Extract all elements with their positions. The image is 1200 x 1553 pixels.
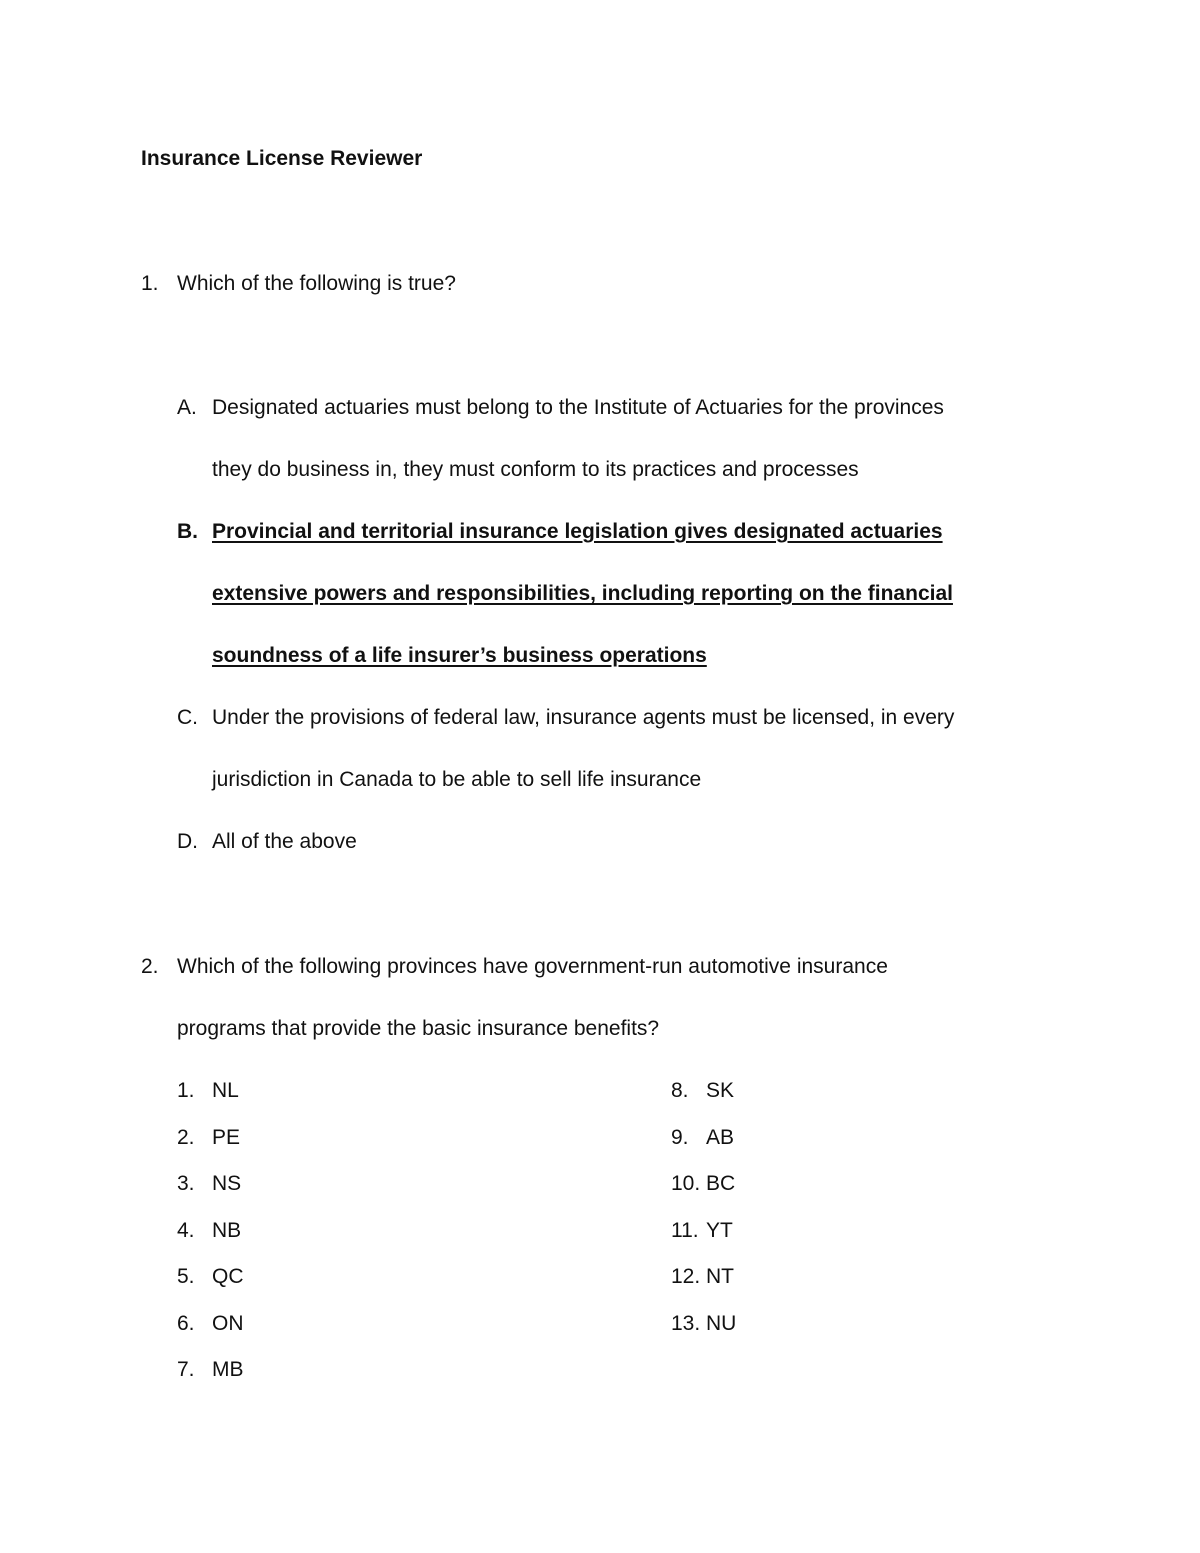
list-item-num: 7.	[177, 1358, 195, 1381]
list-item-num: 8.	[671, 1079, 689, 1102]
list-item-code: ON	[212, 1312, 244, 1335]
option-d-line-1: All of the above	[212, 830, 357, 853]
list-item-num: 5.	[177, 1265, 195, 1288]
question-2-line-2: programs that provide the basic insurance benefits?	[177, 1017, 660, 1040]
list-item-code: NT	[706, 1265, 734, 1288]
option-b-line-3: soundness of a life insurer’s business operations	[212, 644, 707, 667]
option-d-letter: D.	[177, 830, 198, 853]
list-item-code: YT	[706, 1219, 733, 1242]
list-item-num: 11.	[671, 1219, 699, 1242]
question-1-number: 1.	[141, 272, 159, 295]
option-b-line-2: extensive powers and responsibilities, including reporting on the financial	[212, 582, 953, 605]
list-item-code: MB	[212, 1358, 244, 1381]
question-2-line-1: Which of the following provinces have government-run automotive insurance	[177, 955, 888, 978]
option-a-line-2: they do business in, they must conform to its practices and processes	[212, 458, 859, 481]
option-c-letter: C.	[177, 706, 198, 729]
list-item-num: 12.	[671, 1265, 701, 1288]
list-item-num: 10.	[671, 1172, 701, 1195]
option-c-line-2: jurisdiction in Canada to be able to sell life insurance	[212, 768, 702, 791]
list-item-num: 3.	[177, 1172, 195, 1195]
option-c-line-1: Under the provisions of federal law, insurance agents must be licensed, in every	[212, 706, 955, 729]
list-item-num: 9.	[671, 1126, 689, 1149]
list-item-code: BC	[706, 1172, 736, 1195]
list-item-code: NS	[212, 1172, 242, 1195]
list-item-code: SK	[706, 1079, 735, 1102]
list-item-code: QC	[212, 1265, 244, 1288]
list-item-code: PE	[212, 1126, 241, 1149]
option-b-letter: B.	[177, 520, 198, 543]
document-title: Insurance License Reviewer	[141, 147, 423, 170]
list-item-code: NU	[706, 1312, 737, 1335]
list-item-code: NB	[212, 1219, 242, 1242]
list-item-code: NL	[212, 1079, 239, 1102]
list-item-num: 1.	[177, 1079, 195, 1102]
option-a-letter: A.	[177, 396, 197, 419]
list-item-num: 13.	[671, 1312, 701, 1335]
option-a-line-1: Designated actuaries must belong to the Institute of Actuaries for the provinces	[212, 396, 944, 419]
list-item-code: AB	[706, 1126, 735, 1149]
list-item-num: 6.	[177, 1312, 195, 1335]
question-2-number: 2.	[141, 955, 159, 978]
option-b-line-1: Provincial and territorial insurance legislation gives designated actuaries	[212, 520, 943, 543]
list-item-num: 4.	[177, 1219, 195, 1242]
question-1-text: Which of the following is true?	[177, 272, 456, 295]
list-item-num: 2.	[177, 1126, 195, 1149]
